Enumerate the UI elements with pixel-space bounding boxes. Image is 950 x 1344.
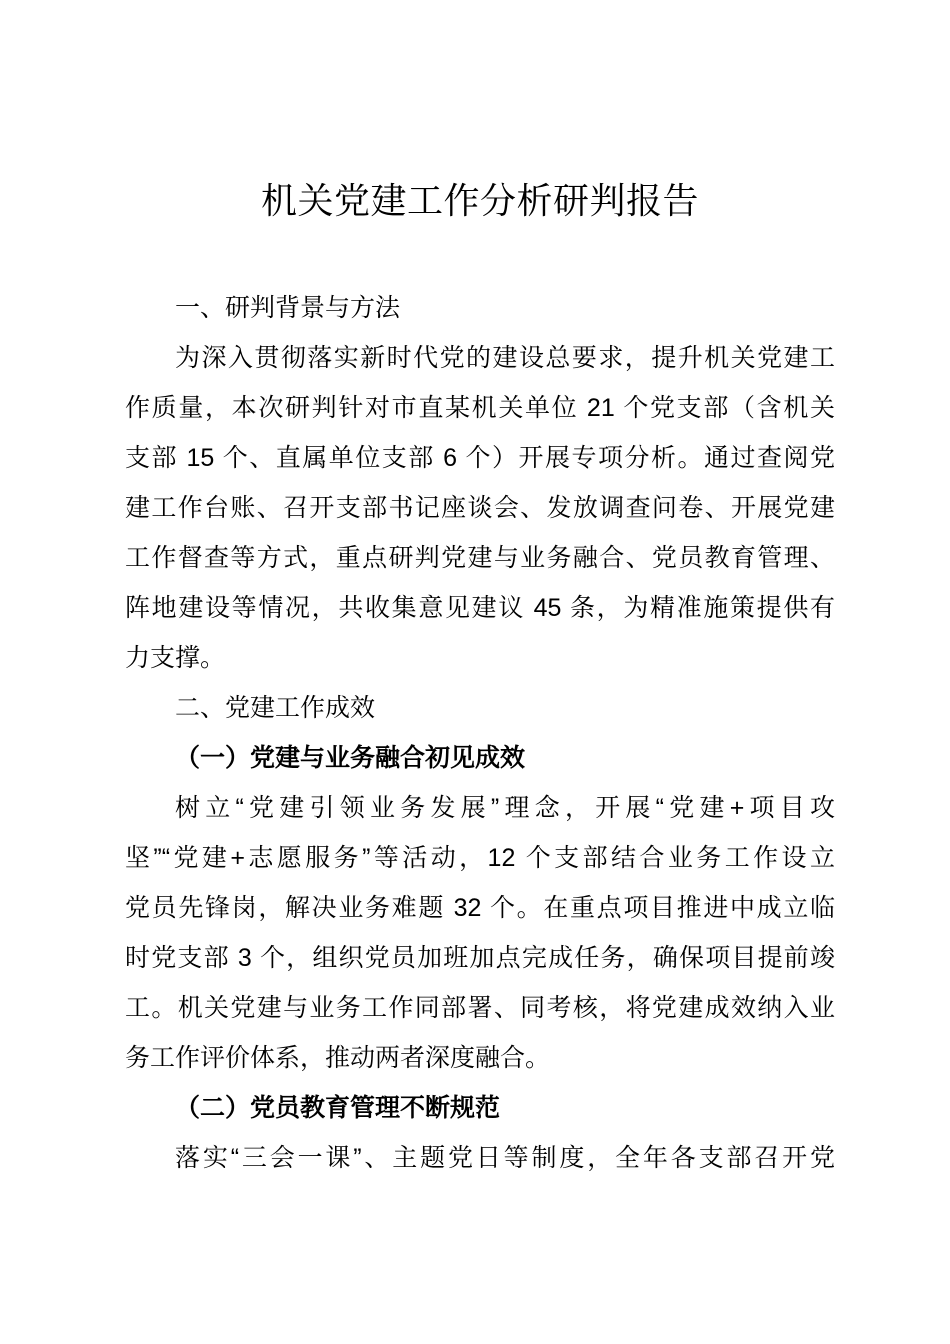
paragraph-2-line: 党员先锋岗，解决业务难题 32 个。在重点项目推进中成立临 bbox=[125, 894, 835, 922]
paragraph-2-line: 工。机关党建与业务工作同部署、同考核，将党建成效纳入业 bbox=[125, 994, 835, 1022]
document-content bbox=[125, 0, 835, 1183]
paragraph-1-line: 建工作台账、召开支部书记座谈会、发放调查问卷、开展党建 bbox=[125, 494, 835, 522]
subheading-2-1: （一）党建与业务融合初见成效 bbox=[175, 744, 526, 772]
paragraph-1-line: 力支撑。 bbox=[125, 644, 226, 672]
paragraph-2-line: 树立“党建引领业务发展”理念，开展“党建+项目攻 bbox=[175, 794, 835, 822]
paragraph-1-line: 工作督查等方式，重点研判党建与业务融合、党员教育管理、 bbox=[125, 544, 835, 572]
paragraph-1-line: 为深入贯彻落实新时代党的建设总要求，提升机关党建工 bbox=[175, 344, 835, 372]
paragraph-2-line: 务工作评价体系，推动两者深度融合。 bbox=[125, 1044, 551, 1072]
subheading-2-2: （二）党员教育管理不断规范 bbox=[175, 1094, 501, 1122]
paragraph-3-line: 落实“三会一课”、主题党日等制度，全年各支部召开党 bbox=[175, 1144, 835, 1172]
paragraph-1-line: 阵地建设等情况，共收集意见建议 45 条，为精准施策提供有 bbox=[125, 594, 835, 622]
heading-section-2: 二、党建工作成效 bbox=[175, 694, 376, 722]
paragraph-1-line: 作质量，本次研判针对市直某机关单位 21 个党支部（含机关 bbox=[125, 394, 835, 422]
heading-section-1: 一、研判背景与方法 bbox=[175, 294, 401, 322]
paragraph-2-line: 坚”“党建+志愿服务”等活动，12 个支部结合业务工作设立 bbox=[125, 844, 835, 872]
paragraph-2-line: 时党支部 3 个，组织党员加班加点完成任务，确保项目提前竣 bbox=[125, 944, 835, 972]
paragraph-1-line: 支部 15 个、直属单位支部 6 个）开展专项分析。通过查阅党 bbox=[125, 444, 835, 472]
document-title: 机关党建工作分析研判报告 bbox=[260, 180, 699, 221]
